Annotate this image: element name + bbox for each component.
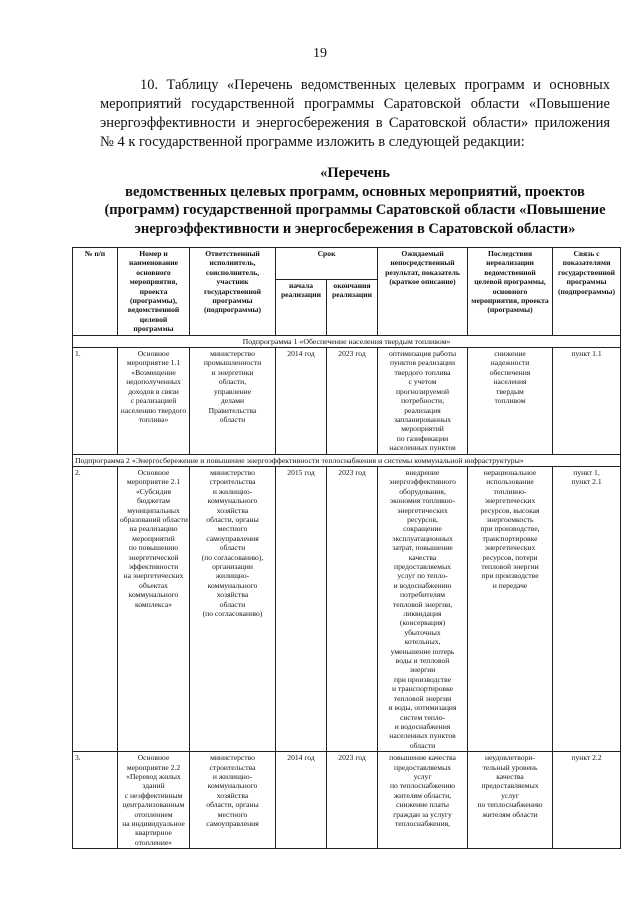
cell-line: запланированных <box>393 414 452 424</box>
cell-line: мероприятие 2.1 <box>126 477 181 487</box>
cell-line: топливно- <box>493 486 527 496</box>
cell-line: области, органы <box>206 800 259 810</box>
cell-line: и водоснабжению <box>393 580 452 590</box>
cell-line: по повышению <box>128 543 179 553</box>
cell-line: на энергетических <box>123 571 184 581</box>
cell-line: систем тепло- <box>399 712 446 722</box>
cell-line: ресурсов, высокая <box>480 505 540 515</box>
cell-line: по теплоснабжению <box>477 800 543 810</box>
cell-line: коммунального <box>207 580 258 590</box>
row-result <box>378 466 468 751</box>
cell-line: отоплением <box>134 809 173 819</box>
cell-line: «Перевод жилых <box>126 771 181 781</box>
cell-line: ликвидация <box>403 609 442 619</box>
cell-line: самоуправления <box>206 818 259 828</box>
cell-line: самоуправления <box>206 533 259 543</box>
cell-line: объектах <box>139 580 168 590</box>
cell-line: хозяйства <box>216 590 249 600</box>
header-consequences: Последствия нереализации ведомственной целевой программы, основного мероприятия, проекта (программы) <box>468 248 553 336</box>
cell-line: и энергетики <box>211 367 254 377</box>
header-num: № п/п <box>73 248 118 336</box>
cell-line: тепловой энергии <box>393 693 452 703</box>
cell-line: по теплоснабжению <box>389 781 456 791</box>
section-row <box>73 454 621 466</box>
cell-line: пункт 1, <box>573 467 600 477</box>
cell-line: и воды, оптимизация <box>388 703 457 713</box>
cell-line: и транспортировке <box>392 684 453 694</box>
table-row <box>73 752 621 849</box>
title-line: (программ) государственной программы Саратовской области «Повышение <box>104 202 606 218</box>
cell-line: управление <box>213 386 252 396</box>
cell-line: и жилищно- <box>212 486 253 496</box>
cell-line: нерациональное <box>483 467 537 477</box>
cell-line: воды и тепловой <box>395 656 450 666</box>
cell-line: неудовлетвори- <box>485 753 535 763</box>
cell-line: бюджетам <box>136 496 171 506</box>
cell-line: населенных пунктов <box>389 731 456 741</box>
cell-line: при производстве <box>393 674 452 684</box>
cell-line: использование <box>486 477 534 487</box>
row-start: 2014 год <box>276 752 327 849</box>
cell-line: энергоэффективного <box>389 477 456 487</box>
cell-line: квартирное <box>135 828 172 838</box>
cell-line: услуг по тепло- <box>397 571 448 581</box>
cell-line: организации <box>212 562 253 571</box>
cell-line: Основное <box>137 753 170 763</box>
cell-line: энергоемкость <box>486 514 534 524</box>
cell-line: Правительства <box>208 405 257 415</box>
cell-line: энергетической <box>128 552 179 562</box>
cell-line: централизованным <box>122 800 185 810</box>
row-end: 2023 год <box>327 348 378 454</box>
cell-line: качества <box>496 771 524 781</box>
cell-line: энергетических <box>397 505 448 515</box>
cell-line: мероприятие 1.1 <box>126 358 181 368</box>
cell-line: (консервация) <box>399 618 446 628</box>
cell-line: твердым <box>496 386 524 396</box>
title-line: энергоэффективности и энергосбережения в Саратовской области» <box>134 220 576 237</box>
header-end: окончания реализации <box>327 279 378 335</box>
cell-line: прогнозируемой <box>395 386 450 396</box>
cell-line: эксплуатационных <box>392 533 453 543</box>
cell-line: комплекса» <box>134 599 173 609</box>
programs-table <box>72 247 621 849</box>
header-term: Срок <box>276 248 378 280</box>
row-num: 3. <box>73 752 118 849</box>
intro-paragraph: 10. Таблицу «Перечень ведомственных целевых программ и основных мероприятий государственной программы Саратовской области «Повышение энергоэффективности и энергосбережения в Саратовской области» приложения № 4 к государственной программе изложить в следующей редакции: <box>100 77 610 150</box>
cell-line: жителям области, <box>393 790 452 800</box>
cell-line: на индивидуальное <box>122 818 185 828</box>
row-link: пункт 2.2 <box>553 752 621 849</box>
cell-line: коммунального <box>207 781 258 791</box>
row-link <box>553 466 621 751</box>
cell-line: снижение <box>494 349 526 359</box>
cell-line: внедрение <box>405 467 440 477</box>
subprogram-1-title: Подпрограмма 1 «Обеспечение населения твердым топливом» <box>73 335 621 347</box>
cell-line: министерство <box>210 753 255 763</box>
cell-line: коммунального <box>128 590 179 600</box>
cell-line: муниципальных <box>127 505 180 515</box>
cell-line: зданий <box>142 781 165 791</box>
cell-line: затрат, повышение <box>392 543 453 553</box>
cell-line: области, <box>218 377 247 387</box>
cell-line: мероприятий <box>132 533 175 543</box>
cell-line: экономия топливно- <box>389 496 456 506</box>
cell-line: (по согласованию) <box>202 609 263 619</box>
table-row <box>73 348 621 454</box>
cell-line: тепловой энергии <box>481 562 539 571</box>
cell-line: области, органы <box>206 514 259 524</box>
row-executor <box>190 348 276 454</box>
row-executor <box>190 466 276 751</box>
cell-line: тепловой энергии, <box>392 599 453 609</box>
cell-line: области <box>409 740 436 750</box>
cell-line: области <box>219 543 246 553</box>
cell-line: хозяйства <box>216 505 249 515</box>
cell-line: «Субсидия <box>135 486 172 496</box>
row-end: 2023 год <box>327 466 378 751</box>
cell-line: ресурсов, потери <box>482 552 538 562</box>
cell-line: Основное <box>137 349 170 359</box>
cell-line: (по согласованию), <box>201 552 264 562</box>
cell-line: услуг <box>413 771 432 781</box>
header-executor: Ответственный исполнитель, соисполнитель, участник государственной программы (подпрограммы) <box>190 248 276 336</box>
cell-line: отопление» <box>134 837 173 847</box>
cell-line: жилищно- <box>215 571 250 581</box>
cell-line: при производстве <box>481 571 539 581</box>
cell-line: и жилищно- <box>212 771 253 781</box>
cell-line: пункт 2.1 <box>571 477 602 487</box>
cell-line: оборудования, <box>399 486 446 496</box>
cell-line: оптимизация работы <box>388 349 457 359</box>
row-num: 1. <box>73 348 118 454</box>
header-link: Связь с показателями государственной программы (подпрограммы) <box>553 248 621 336</box>
cell-line: предоставляемых <box>394 762 451 772</box>
cell-line: строительства <box>209 477 256 487</box>
cell-line: на реализацию <box>129 524 178 534</box>
row-executor <box>190 752 276 849</box>
cell-line: жителям области <box>482 809 538 819</box>
cell-line: населения <box>493 377 527 387</box>
cell-line: строительства <box>209 762 256 772</box>
title-line: «Перечень <box>320 165 390 181</box>
cell-line: качества <box>408 552 437 562</box>
cell-line: энергетических <box>484 496 536 506</box>
cell-line: и водоснабжения <box>394 721 451 731</box>
cell-line: делами <box>220 396 245 406</box>
row-result <box>378 348 468 454</box>
cell-line: области <box>219 414 246 424</box>
cell-line: надежности <box>490 358 530 368</box>
cell-line: потребителям <box>399 590 446 600</box>
cell-line: с реализацией <box>130 396 177 406</box>
cell-line: транспортировке <box>482 533 538 543</box>
row-name <box>118 752 190 849</box>
cell-line: при производстве, <box>480 524 540 534</box>
cell-line: реализация <box>404 405 441 415</box>
row-consequences <box>468 466 553 751</box>
row-end: 2023 год <box>327 752 378 849</box>
row-start: 2015 год <box>276 466 327 751</box>
cell-line: твердого топлива <box>394 367 451 377</box>
cell-line: сокращение <box>403 524 442 534</box>
row-start: 2014 год <box>276 348 327 454</box>
cell-line: потребности, <box>401 396 444 406</box>
row-consequences <box>468 752 553 849</box>
cell-line: министерство <box>210 349 255 359</box>
header-start: начала реализации <box>276 279 327 335</box>
header-result: Ожидаемый непосредственный результат, показатель (краткое описание) <box>378 248 468 336</box>
table-row <box>73 466 621 751</box>
cell-line: недополученных <box>126 377 181 387</box>
cell-line: котельных, <box>404 637 441 647</box>
section-row <box>73 335 621 347</box>
cell-line: тельный уровень <box>482 762 538 772</box>
cell-line: области <box>219 599 246 609</box>
cell-line: хозяйства <box>216 790 249 800</box>
cell-line: местного <box>217 524 248 534</box>
cell-line: мероприятие 2.2 <box>126 762 181 772</box>
cell-line: обеспечения <box>489 367 531 377</box>
cell-line: эффективности <box>128 562 179 571</box>
title-line: ведомственных целевых программ, основных мероприятий, проектов <box>125 183 585 200</box>
cell-line: теплоснабжения, <box>394 818 451 828</box>
cell-line: по газификации <box>396 433 449 443</box>
cell-line: доходов в связи <box>128 386 179 396</box>
cell-line: топливом <box>494 396 526 406</box>
cell-line: министерство <box>210 467 255 477</box>
subprogram-2-title: Подпрограмма 2 «Энергосбережение и повышение энергоэффективности теплоснабжения и системы коммунальной инфраструктуры» <box>73 454 621 466</box>
row-consequences <box>468 348 553 454</box>
cell-line: местного <box>217 809 248 819</box>
cell-line: убыточных <box>404 627 441 637</box>
cell-line: образований области <box>120 514 188 524</box>
page-number: 19 <box>313 46 327 61</box>
cell-line: топлива» <box>138 414 169 424</box>
cell-line: энергетических <box>484 543 536 553</box>
cell-line: граждан за услугу <box>393 809 452 819</box>
header-name: Номер и наименование основного мероприятия, проекта (программы), ведомственной целевой программы <box>118 248 190 336</box>
cell-line: с неэффективным <box>124 790 183 800</box>
row-link: пункт 1.1 <box>553 348 621 454</box>
cell-line: предоставляемых <box>394 562 451 571</box>
cell-line: снижение платы <box>396 800 449 810</box>
document-title <box>95 164 615 238</box>
cell-line: ресурсов, <box>407 514 438 524</box>
cell-line: уменьшение потерь <box>390 646 455 656</box>
cell-line: промышленности <box>203 358 262 368</box>
cell-line: Основное <box>137 467 170 477</box>
cell-line: населению твердого <box>120 405 187 415</box>
cell-line: энергии <box>409 665 436 675</box>
row-name <box>118 348 190 454</box>
cell-line: услуг <box>501 790 519 800</box>
cell-line: предоставляемых <box>481 781 539 791</box>
cell-line: коммунального <box>207 496 258 506</box>
cell-line: «Возмещение <box>131 367 176 377</box>
row-result <box>378 752 468 849</box>
row-num: 2. <box>73 466 118 751</box>
cell-line: населенных пунктов <box>389 443 456 453</box>
cell-line: пунктов реализации <box>389 358 456 368</box>
cell-line: и передаче <box>492 580 528 590</box>
cell-line: повышение качества <box>389 753 456 763</box>
cell-line: мероприятий <box>401 424 444 434</box>
row-name <box>118 466 190 751</box>
cell-line: с учетом <box>408 377 437 387</box>
